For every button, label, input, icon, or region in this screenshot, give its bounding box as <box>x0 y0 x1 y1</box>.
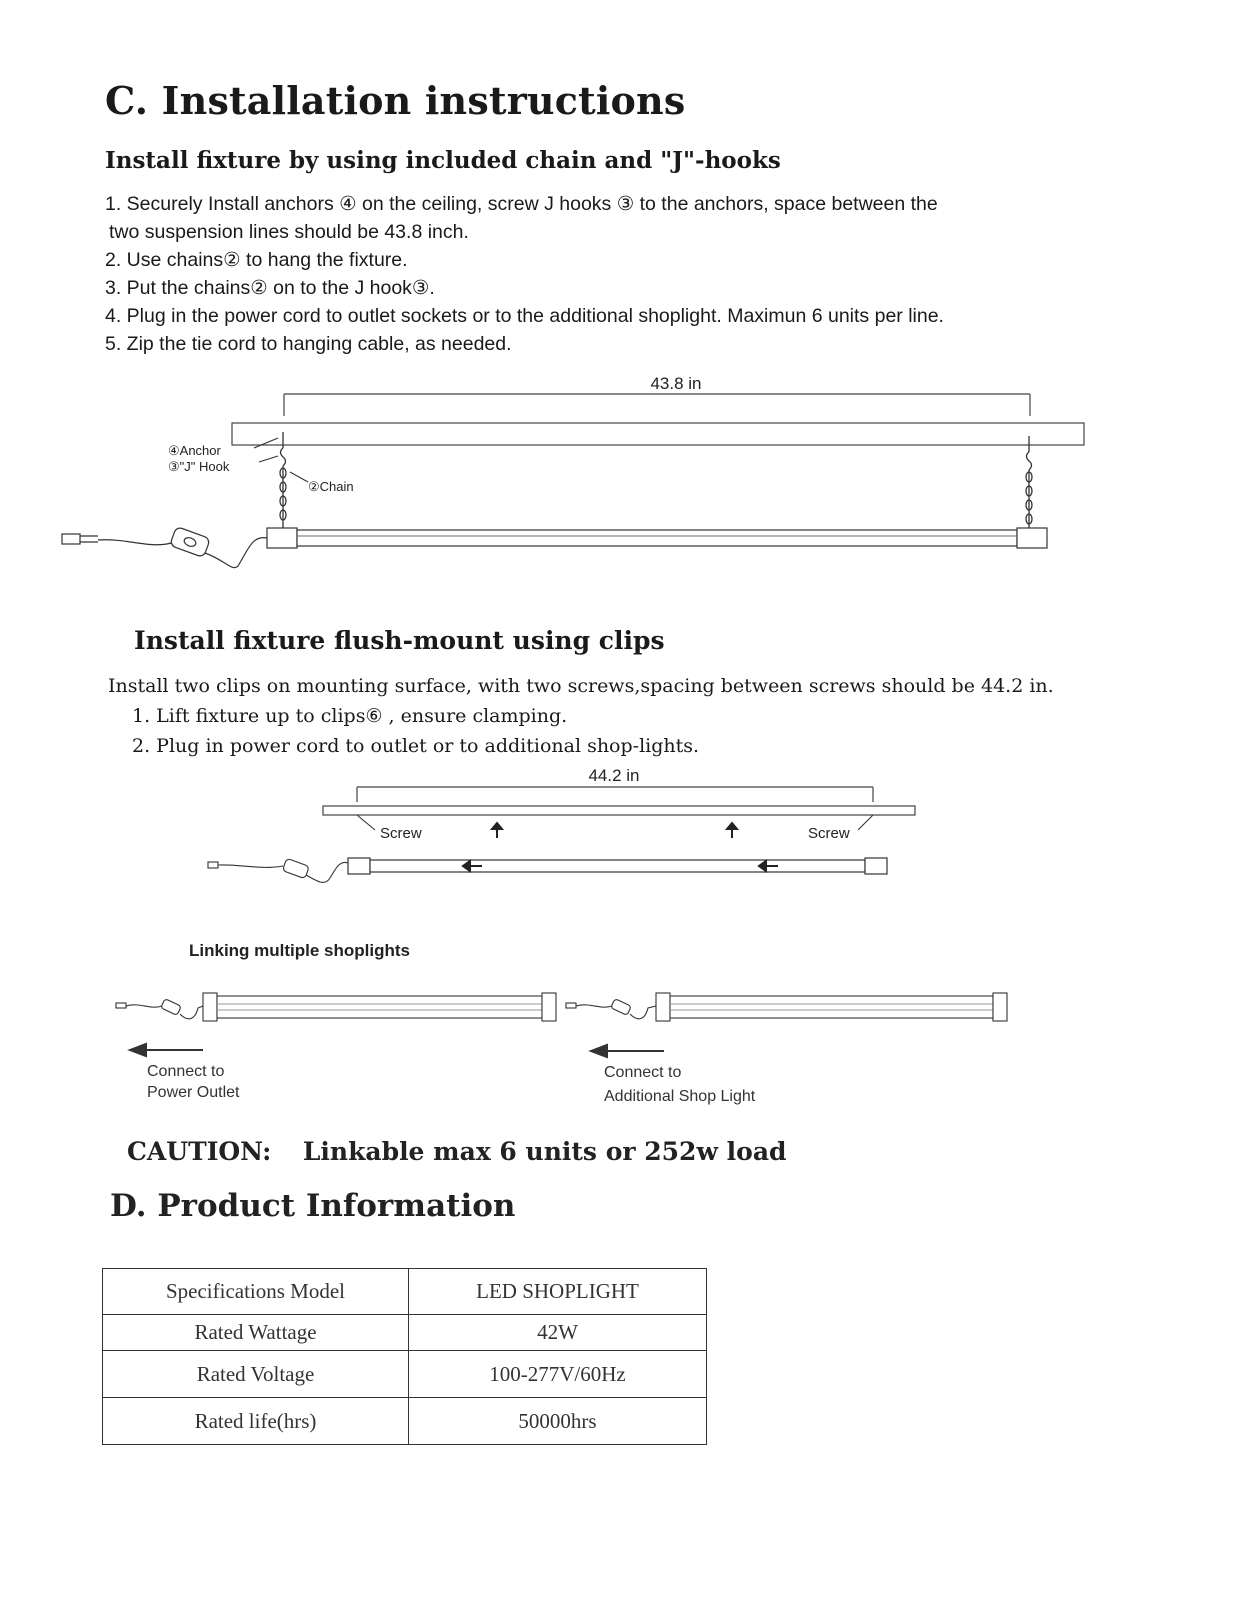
flush-install-steps <box>132 701 1032 761</box>
flush-install-heading: Install fixture flush-mount using clips <box>134 626 665 655</box>
table-row <box>103 1351 707 1398</box>
mounting-surface <box>323 806 915 815</box>
linked-shoplight-2 <box>656 993 1007 1021</box>
table-row <box>103 1398 707 1445</box>
chain-step: two suspension lines should be 43.8 inch. <box>109 221 469 243</box>
table-cell: Rated life(hrs) <box>103 1398 409 1445</box>
table-cell: Rated Voltage <box>103 1351 409 1398</box>
caption-line: Connect to <box>604 1064 682 1081</box>
table-cell: Specifications Model <box>103 1269 409 1315</box>
chain-step: 5. Zip the tie cord to hanging cable, as needed. <box>105 333 512 355</box>
chain-step: 4. Plug in the power cord to outlet sockets or to the additional shoplight. Maximun 6 units per line. <box>105 305 944 327</box>
inline-switch-icon <box>170 526 211 557</box>
left-arrow-icon <box>130 1044 203 1056</box>
flush-step: 2. Plug in power cord to outlet or to additional shop-lights. <box>132 735 700 757</box>
right-hanger <box>1026 436 1032 528</box>
linked-shoplight-1 <box>203 993 556 1021</box>
flush-power-cord <box>208 858 348 882</box>
linked-cord-2 <box>566 999 656 1019</box>
chain-step: 1. Securely Install anchors ④ on the ceiling, screw J hooks ③ to the anchors, space between the <box>105 193 938 215</box>
screw-left-label: Screw <box>380 825 422 842</box>
chain-step: 2. Use chains② to hang the fixture. <box>105 249 408 271</box>
screw-leaders <box>357 815 873 830</box>
table-cell: Rated Wattage <box>103 1315 409 1351</box>
chain-install-heading: Install fixture by using included chain and "J"-hooks <box>105 147 781 174</box>
flush-install-intro: Install two clips on mounting surface, with two screws,spacing between screws should be 44.2 in. <box>108 675 1054 697</box>
chain-dimension-label: 43.8 in <box>650 374 702 393</box>
table-cell: LED SHOPLIGHT <box>409 1269 707 1315</box>
table-row <box>103 1269 707 1315</box>
linked-cord-1 <box>116 999 203 1019</box>
table-row <box>103 1315 707 1351</box>
up-arrow-icon <box>492 823 502 838</box>
caption-line: Connect to <box>147 1063 225 1080</box>
chain-dimension-line <box>284 394 1030 416</box>
ceiling <box>232 423 1084 445</box>
section-d-title: D. Product Information <box>110 1188 516 1224</box>
left-hanger <box>280 432 286 528</box>
caution-label: CAUTION: <box>127 1137 272 1166</box>
caption-line: Additional Shop Light <box>604 1088 756 1105</box>
caption-line: Power Outlet <box>147 1084 240 1101</box>
additional-light-caption <box>604 1061 755 1109</box>
table-cell: 42W <box>409 1315 707 1351</box>
shoplight-fixture <box>267 528 1047 548</box>
section-c-title: C. Installation instructions <box>105 78 686 123</box>
linking-diagram <box>0 980 1241 1070</box>
flush-dimension-label: 44.2 in <box>588 766 640 785</box>
j-hook-label: ③"J" Hook <box>168 459 230 474</box>
chain-label: ②Chain <box>308 479 354 494</box>
screw-right-label: Screw <box>808 825 850 842</box>
chain-hanging-diagram <box>0 360 1241 590</box>
flush-step: 1. Lift fixture up to clips⑥ , ensure clamping. <box>132 705 568 727</box>
flush-shoplight-fixture <box>348 858 887 874</box>
flush-mount-diagram <box>0 760 1241 900</box>
flush-dimension-line <box>357 787 873 802</box>
anchor-label: ④Anchor <box>168 443 221 458</box>
chain-step: 3. Put the chains② on to the J hook③. <box>105 277 435 299</box>
table-cell: 50000hrs <box>409 1398 707 1445</box>
up-arrow-icon <box>727 823 737 838</box>
linking-heading: Linking multiple shoplights <box>189 941 410 960</box>
caution-notice <box>127 1137 787 1166</box>
power-cord <box>62 534 267 568</box>
product-info-table <box>102 1268 707 1445</box>
table-cell: 100-277V/60Hz <box>409 1351 707 1398</box>
left-arrow-icon <box>591 1045 664 1057</box>
chain-install-steps <box>105 190 1165 358</box>
caution-text: Linkable max 6 units or 252w load <box>302 1137 787 1166</box>
power-outlet-caption <box>147 1061 239 1103</box>
